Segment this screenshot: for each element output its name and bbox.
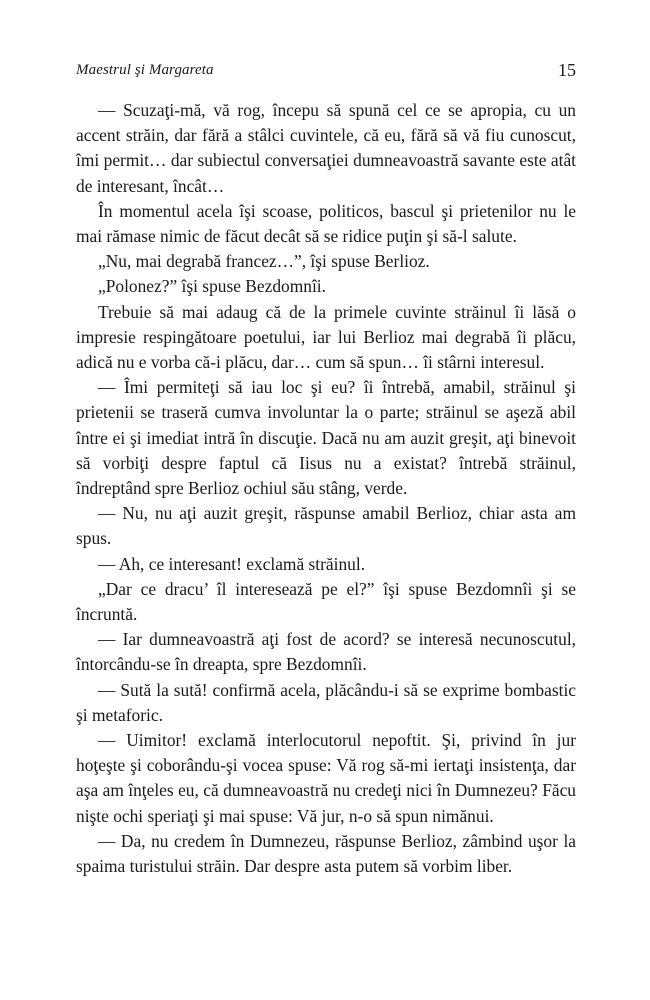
book-title: Maestrul şi Margareta	[76, 62, 214, 78]
paragraph: În momentul acela îşi scoase, politicos, bascul şi prietenilor nu le mai rămase nimic de făcut decât să se ridice puţin şi să-l salute.	[76, 200, 576, 247]
paragraph: — Uimitor! exclamă interlocutorul nepoftit. Şi, privind în jur hoţeşte şi coborându-şi vocea spuse: Vă rog să-mi iertaţi insistenţa, dar aşa am înţeles eu, că dumneavoastră nu credeţi nici în Dumnezeu? Făcu nişte ochi speriaţi şi mai spuse: Vă jur, n-o să spun nimănui.	[76, 730, 576, 826]
body-text	[76, 98, 576, 879]
paragraph: — Scuzaţi-mă, vă rog, începu să spună cel ce se apropia, cu un accent străin, dar fără a stâlci cuvintele, că eu, fără să vă fiu cunoscut, îmi permit… dar subiectul conversaţiei dumneavoastră savante este atât de interesant, încât…	[76, 100, 576, 196]
paragraph: — Iar dumneavoastră aţi fost de acord? se interesă necunoscutul, întorcându-se în dreapta, spre Bezdomnîi.	[76, 629, 576, 675]
paragraph: — Nu, nu aţi auzit greşit, răspunse amabil Berlioz, chiar asta am spus.	[76, 503, 576, 549]
paragraph: — Da, nu credem în Dumnezeu, răspunse Berlioz, zâmbind uşor la spaima turistului străin. Dar despre asta putem să vorbim liber.	[76, 830, 576, 877]
paragraph: — Ah, ce interesant! exclamă străinul.	[98, 553, 366, 574]
paragraph: „Polonez?” îşi spuse Bezdomnîi.	[98, 276, 326, 297]
paragraph: Trebuie să mai adaug că de la primele cuvinte străinul îi lăsă o impresie respingătoare poetului, iar lui Berlioz mai degrabă îi plăcu, adică nu e vorba că-i plăcu, dar… cum să spun… îi stârni interesul.	[76, 301, 576, 373]
running-header	[76, 60, 576, 84]
page-number: 15	[558, 60, 576, 80]
paragraph: — Sută la sută! confirmă acela, plăcându-i să se exprime bombastic şi metaforic.	[76, 679, 576, 725]
paragraph: — Îmi permiteţi să iau loc şi eu? îi întrebă, amabil, străinul şi prietenii se traseră cumva involuntar la o parte; străinul se aşeză abil între ei şi imediat intră în discuţie. Dacă nu am auzit greşit, aţi binevoit să vorbiţi despre faptul că Iisus nu a existat? întrebă străinul, îndreptând spre Berlioz ochiul său stâng, verde.	[76, 377, 576, 499]
paragraph: „Dar ce dracu’ îl interesează pe el?” îşi spuse Bezdomnîi şi se încruntă.	[76, 578, 576, 625]
paragraph: „Nu, mai degrabă francez…”, îşi spuse Berlioz.	[98, 251, 430, 272]
